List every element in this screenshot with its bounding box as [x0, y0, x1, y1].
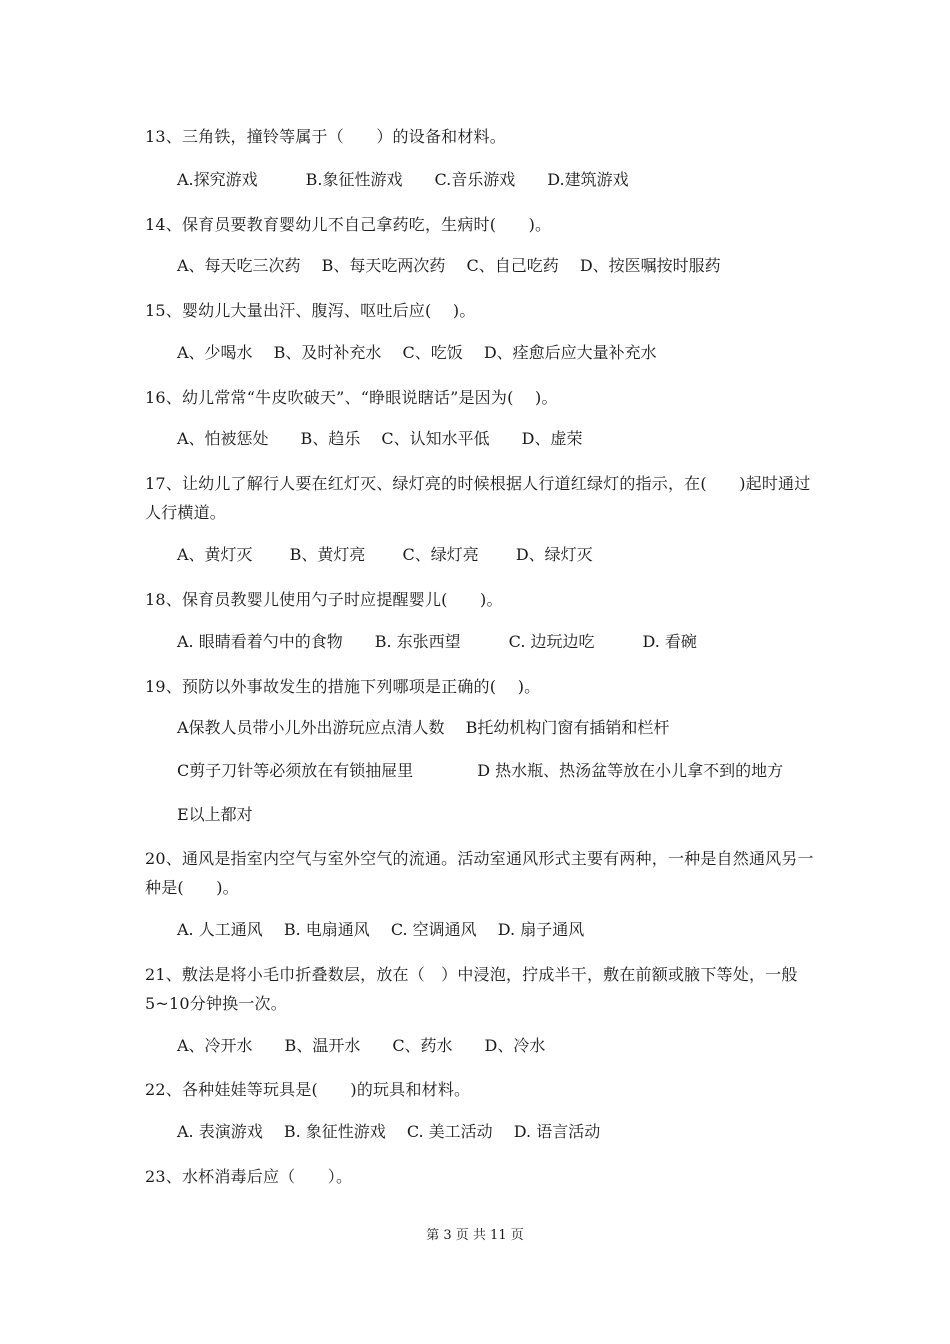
question-19: 19、预防以外事故发生的措施下列哪项是正确的( )。: [145, 677, 541, 696]
question-16-options: A、怕被惩处 B、趋乐 C、认知水平低 D、虚荣: [177, 429, 583, 448]
question-14-options: A、每天吃三次药 B、每天吃两次药 C、自己吃药 D、按医嘱按时服药: [177, 256, 721, 275]
question-18: 18、保育员教婴儿使用勺子时应提醒婴儿( )。: [145, 590, 503, 609]
question-21: 21、敷法是将小毛巾折叠数层，放在（ ）中浸泡，拧成半干，敷在前额或腋下等处，一般5~10分钟换一次。: [145, 965, 798, 1013]
question-15-options: A、少喝水 B、及时补充水 C、吃饭 D、痊愈后应大量补充水: [177, 343, 657, 362]
question-19-option-line-1: A保教人员带小儿外出游玩应点清人数 B托幼机构门窗有插销和栏杆: [177, 718, 670, 737]
question-19-option-line-3: E以上都对: [177, 805, 253, 824]
question-13-options: A.探究游戏 B.象征性游戏 C.音乐游戏 D.建筑游戏: [177, 170, 629, 189]
question-22: 22、各种娃娃等玩具是( )的玩具和材料。: [145, 1080, 471, 1099]
question-13: 13、三角铁，撞铃等属于（ ）的设备和材料。: [145, 127, 506, 146]
question-20-options: A. 人工通风 B. 电扇通风 C. 空调通风 D. 扇子通风: [177, 920, 585, 939]
question-18-options: A. 眼睛看着勺中的食物 B. 东张西望 C. 边玩边吃 D. 看碗: [177, 632, 697, 651]
question-17-options: A、黄灯灭 B、黄灯亮 C、绿灯亮 D、绿灯灭: [177, 545, 593, 564]
question-21-options: A、冷开水 B、温开水 C、药水 D、冷水: [177, 1036, 546, 1055]
question-15: 15、婴幼儿大量出汗、腹泻、呕吐后应( )。: [145, 301, 476, 320]
question-20: 20、通风是指室内空气与室外空气的流通。活动室通风形式主要有两种，一种是自然通风另一种是( )。: [145, 849, 814, 897]
question-16: 16、幼儿常常“牛皮吹破天”、“睁眼说瞎话”是因为( )。: [145, 388, 558, 407]
question-22-options: A. 表演游戏 B. 象征性游戏 C. 美工活动 D. 语言活动: [177, 1122, 601, 1141]
page-footer: 第 3 页 共 11 页: [426, 1228, 524, 1243]
question-19-option-line-2: C剪子刀针等必须放在有锁抽屉里 D 热水瓶、热汤盆等放在小儿拿不到的地方: [177, 761, 784, 780]
question-17: 17、让幼儿了解行人要在红灯灭、绿灯亮的时候根据人行道红绿灯的指示，在( )起时通过人行横道。: [145, 474, 811, 522]
question-14: 14、保育员要教育婴幼儿不自己拿药吃，生病时( )。: [145, 215, 552, 234]
question-23: 23、水杯消毒后应（ ）。: [145, 1167, 353, 1186]
